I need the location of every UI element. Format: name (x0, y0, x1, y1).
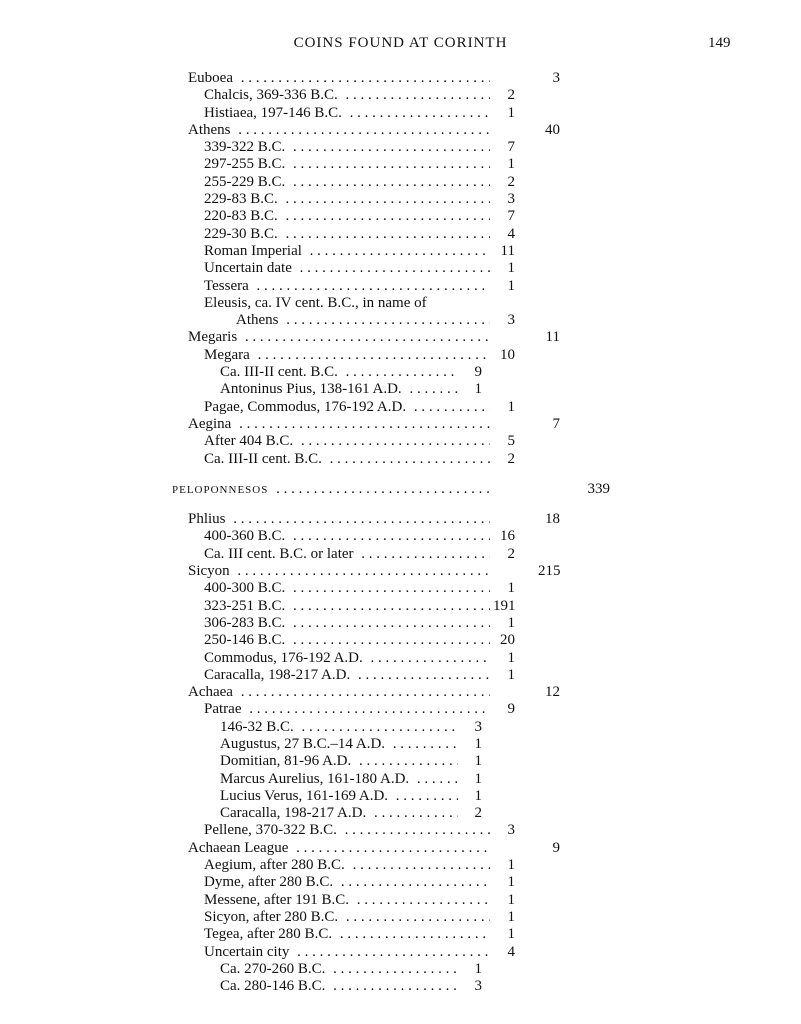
list-row-count: 9 (507, 701, 515, 718)
list-row-label (204, 139, 490, 156)
list-row-count: 3 (474, 978, 482, 995)
list-row-label-text: Achaea (188, 684, 237, 700)
list-row-label (204, 650, 490, 667)
list-row-label-text: Messene, after 191 B.C. (204, 892, 353, 908)
list-row-label-text: Uncertain date (204, 260, 296, 276)
list-row (0, 329, 801, 346)
list-row (0, 105, 801, 122)
list-row (0, 399, 801, 416)
list-row-label-text: Aegium, after 280 B.C. (204, 857, 349, 873)
list-row (0, 857, 801, 874)
list-row-label (220, 381, 458, 398)
list-row-label-text: Athens (188, 122, 235, 138)
list-row-count: 2 (474, 805, 482, 822)
list-row (0, 243, 801, 260)
list-row (0, 208, 801, 225)
list-row-label (204, 632, 490, 649)
list-row (0, 174, 801, 191)
list-row-label (204, 892, 490, 909)
list-row-label-text: Megara (204, 347, 254, 363)
list-row-count: 1 (507, 156, 515, 173)
page-number: 149 (708, 35, 731, 51)
list-row (0, 295, 801, 312)
coin-count-list (0, 70, 801, 995)
list-row-label-text: Ca. 280-146 B.C. (220, 978, 329, 994)
list-row (0, 944, 801, 961)
list-row-label (204, 667, 490, 684)
list-row-label-text: Roman Imperial (204, 243, 306, 259)
list-row-label (188, 511, 490, 528)
list-row-count: 3 (507, 312, 515, 329)
list-row-label (188, 684, 490, 701)
list-row-label (172, 481, 490, 499)
list-row (0, 139, 801, 156)
list-row-label-text: Ca. 270-260 B.C. (220, 961, 329, 977)
list-row-label (204, 260, 490, 277)
list-row-label (204, 105, 490, 122)
list-row-label (204, 174, 490, 191)
list-row-label-text: Histiaea, 197-146 B.C. (204, 105, 346, 121)
list-row-label (204, 598, 490, 615)
list-row-label-text: PELOPONNESOS (172, 484, 272, 496)
list-row-label-text: Commodus, 176-192 A.D. (204, 650, 367, 666)
list-row (0, 753, 801, 770)
list-row-label-text: 229-83 B.C. (204, 191, 282, 207)
list-row-count: 11 (500, 242, 515, 259)
list-row (0, 433, 801, 450)
list-row-label (188, 416, 490, 433)
list-row-count: 215 (538, 563, 561, 580)
list-row-count: 7 (552, 415, 560, 432)
list-row (0, 840, 801, 857)
list-row-count: 4 (507, 943, 515, 960)
list-row-label (204, 399, 490, 416)
list-row-count: 1 (474, 787, 482, 804)
list-row-count: 40 (545, 121, 560, 138)
list-row-count: 1 (507, 874, 515, 891)
list-row (0, 667, 801, 684)
list-row-label (188, 70, 490, 87)
list-row-label-text: Chalcis, 369-336 B.C. (204, 87, 342, 103)
list-row-count: 191 (493, 597, 516, 614)
list-row-count: 339 (587, 480, 610, 497)
list-row-label (204, 191, 490, 208)
list-row-count: 1 (507, 666, 515, 683)
list-row (0, 87, 801, 104)
list-row-label (220, 771, 458, 788)
list-row-label-text: Phlius (188, 511, 230, 527)
list-row-count: 2 (507, 545, 515, 562)
list-row-label-text: Ca. III-II cent. B.C. (204, 451, 326, 467)
page-header-title: COINS FOUND AT CORINTH (293, 35, 508, 51)
list-row-count: 1 (474, 735, 482, 752)
list-row-label-text: Sicyon, after 280 B.C. (204, 909, 342, 925)
list-row (0, 805, 801, 822)
list-row (0, 632, 801, 649)
list-row-label-text: 306-283 B.C. (204, 615, 289, 631)
list-row-label-text: 323-251 B.C. (204, 598, 289, 614)
list-row-label-text: Ca. III-II cent. B.C. (220, 364, 342, 380)
list-row-count: 1 (507, 857, 515, 874)
list-row-label (204, 701, 490, 718)
list-row-count: 11 (545, 329, 560, 346)
list-row (0, 701, 801, 718)
list-row-label-text: Megaris (188, 329, 241, 345)
list-row-label-text: Aegina (188, 416, 235, 432)
list-row (0, 70, 801, 87)
list-row-label (220, 961, 458, 978)
list-row-label (204, 243, 490, 260)
list-row (0, 736, 801, 753)
list-row-count: 1 (507, 580, 515, 597)
list-row-label (204, 874, 490, 891)
list-row-count: 1 (474, 960, 482, 977)
list-row-label (204, 822, 490, 839)
list-row-count: 1 (507, 398, 515, 415)
list-row-label-text: Eleusis, ca. IV cent. B.C., in name of (204, 295, 431, 311)
list-row-label-text: 255-229 B.C. (204, 174, 289, 190)
list-row-label-text: Marcus Aurelius, 161-180 A.D. (220, 771, 413, 787)
list-row-count: 20 (500, 632, 515, 649)
list-row-count: 1 (507, 277, 515, 294)
list-row-label-text: Lucius Verus, 161-169 A.D. (220, 788, 392, 804)
list-row (0, 528, 801, 545)
list-row-count: 1 (507, 260, 515, 277)
section-gap (0, 498, 801, 511)
list-row-label (204, 451, 490, 468)
list-row-label-text: Sicyon (188, 563, 234, 579)
list-row-count: 3 (507, 191, 515, 208)
section-gap (0, 468, 801, 481)
list-row-label-text: Caracalla, 198-217 A.D. (220, 805, 370, 821)
list-row-count: 1 (507, 926, 515, 943)
list-row-label (204, 926, 490, 943)
list-row-label (204, 433, 490, 450)
list-row-label (220, 978, 458, 995)
list-row (0, 364, 801, 381)
list-row-count: 9 (474, 364, 482, 381)
list-row (0, 771, 801, 788)
list-row-label (204, 226, 490, 243)
list-row-label-text: Patrae (204, 701, 245, 717)
list-row (0, 615, 801, 632)
list-row-label (188, 563, 490, 580)
list-row (0, 122, 801, 139)
list-row-label-text: Pagae, Commodus, 176-192 A.D. (204, 399, 410, 415)
list-row-label-text: 400-360 B.C. (204, 528, 289, 544)
list-row-count: 2 (507, 450, 515, 467)
list-row-label-text: Pellene, 370-322 B.C. (204, 822, 341, 838)
list-row (0, 260, 801, 277)
list-row-label (204, 295, 482, 312)
list-row (0, 926, 801, 943)
list-row-label-text: Achaean League (188, 840, 292, 856)
list-row-label (204, 580, 490, 597)
list-row-count: 1 (474, 381, 482, 398)
list-row (0, 684, 801, 701)
list-row-count: 1 (507, 104, 515, 121)
list-row (0, 278, 801, 295)
list-row-label-text: Uncertain city (204, 944, 293, 960)
list-row-count: 9 (552, 839, 560, 856)
list-row-label (204, 528, 490, 545)
list-row-count: 1 (474, 770, 482, 787)
list-row-count: 7 (507, 139, 515, 156)
list-row-label-text: Tessera (204, 278, 253, 294)
list-row-label-text: 229-30 B.C. (204, 226, 282, 242)
list-row-count: 5 (507, 433, 515, 450)
list-row-label (204, 278, 490, 295)
list-row-label (204, 87, 490, 104)
list-row-count: 3 (507, 822, 515, 839)
list-row-count: 1 (507, 891, 515, 908)
list-row (0, 156, 801, 173)
list-row-label-text: Euboea (188, 70, 237, 86)
list-row-label (236, 312, 490, 329)
list-row (0, 451, 801, 468)
list-row (0, 347, 801, 364)
list-row-label-text: Augustus, 27 B.C.–14 A.D. (220, 736, 389, 752)
list-row (0, 892, 801, 909)
list-row-label-text: Ca. III cent. B.C. or later (204, 546, 358, 562)
list-row (0, 312, 801, 329)
list-row (0, 191, 801, 208)
list-row-count: 2 (507, 87, 515, 104)
list-row-label (220, 753, 458, 770)
list-row-label (204, 208, 490, 225)
list-row-label (220, 719, 458, 736)
list-row-label (204, 615, 490, 632)
list-row-label (220, 364, 458, 381)
list-row (0, 563, 801, 580)
list-row-count: 10 (500, 346, 515, 363)
list-row-label (204, 546, 490, 563)
list-row (0, 874, 801, 891)
list-row (0, 511, 801, 528)
list-row-label-text: Antoninus Pius, 138-161 A.D. (220, 381, 406, 397)
list-row-label (204, 857, 490, 874)
list-row-label-text: Tegea, after 280 B.C. (204, 926, 336, 942)
list-row-label (220, 736, 458, 753)
list-row-count: 1 (474, 753, 482, 770)
list-row-count: 16 (500, 528, 515, 545)
list-row-count: 1 (507, 649, 515, 666)
list-row-label (188, 329, 490, 346)
list-row-count: 3 (474, 718, 482, 735)
list-row (0, 481, 801, 498)
list-row-label-text: Domitian, 81-96 A.D. (220, 753, 355, 769)
list-row-label-text: 146-32 B.C. (220, 719, 298, 735)
list-row-count: 18 (545, 511, 560, 528)
list-row-count: 7 (507, 208, 515, 225)
list-row-label-text: 297-255 B.C. (204, 156, 289, 172)
list-row-label (204, 347, 490, 364)
list-row-label (220, 788, 458, 805)
list-row-count: 1 (507, 614, 515, 631)
list-row-count: 2 (507, 173, 515, 190)
list-row (0, 416, 801, 433)
list-row-label-text: Dyme, after 280 B.C. (204, 874, 337, 890)
list-row (0, 978, 801, 995)
list-row-label (204, 909, 490, 926)
list-row-count: 12 (545, 684, 560, 701)
list-row-count: 4 (507, 225, 515, 242)
list-row-label (188, 122, 490, 139)
list-row (0, 381, 801, 398)
list-row (0, 961, 801, 978)
list-row-label (204, 944, 490, 961)
list-row (0, 650, 801, 667)
list-row-label-text: 339-322 B.C. (204, 139, 289, 155)
list-row-label-text: 250-146 B.C. (204, 632, 289, 648)
list-row (0, 598, 801, 615)
list-row (0, 719, 801, 736)
list-row (0, 788, 801, 805)
list-row-label-text: 400-300 B.C. (204, 580, 289, 596)
list-row (0, 580, 801, 597)
list-row-label (204, 156, 490, 173)
list-row-label-text: After 404 B.C. (204, 433, 297, 449)
list-row-count: 1 (507, 908, 515, 925)
list-row-label-text: Athens (236, 312, 283, 328)
list-row-label (220, 805, 458, 822)
list-row-label-text: 220-83 B.C. (204, 208, 282, 224)
list-row (0, 226, 801, 243)
list-row-label (188, 840, 490, 857)
list-row (0, 909, 801, 926)
list-row-label-text: Caracalla, 198-217 A.D. (204, 667, 354, 683)
list-row-count: 3 (552, 70, 560, 86)
list-row (0, 546, 801, 563)
list-row (0, 822, 801, 839)
